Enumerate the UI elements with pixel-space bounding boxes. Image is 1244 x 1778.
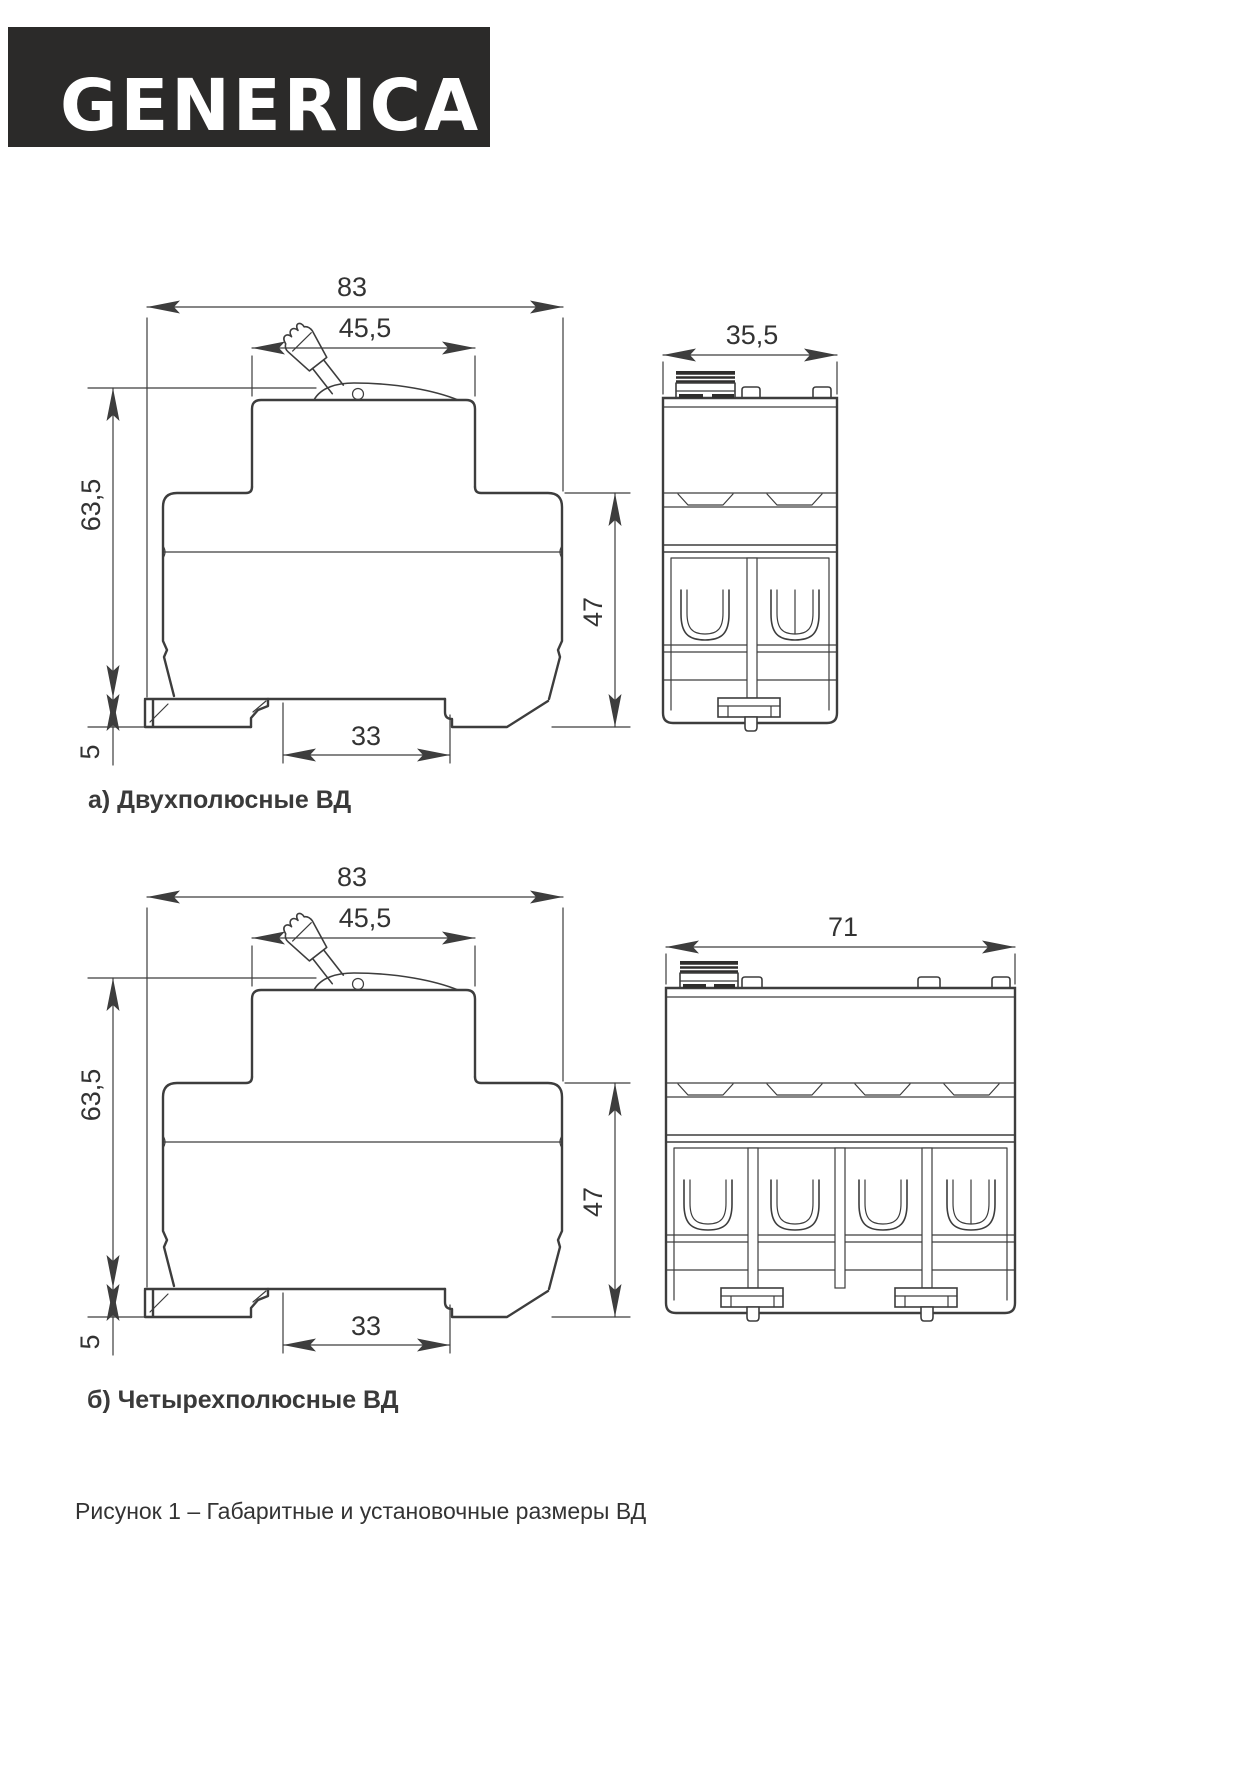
dim-label-45-5: 45,5: [338, 313, 392, 343]
figure-a-caption: а) Двухполюсные ВД: [88, 786, 352, 814]
dim-label-35-5: 35,5: [725, 320, 779, 350]
figure-caption: Рисунок 1 – Габаритные и установочные размеры ВД: [75, 1498, 647, 1524]
brand-logo-text: GENERICA: [60, 63, 482, 148]
figure-b-front-view: [75, 862, 630, 1355]
figure-b-dim-rail-recess: [283, 1293, 450, 1353]
dim-label-33-b: 33: [350, 1311, 382, 1341]
figure-a-dim-rail-recess: [283, 703, 450, 763]
figure-a-pole-view: [663, 320, 837, 731]
dim-label-5-b: 5: [75, 1334, 105, 1350]
dim-label-83-b: 83: [336, 862, 368, 892]
figure-b-dim-front-height: [552, 1083, 630, 1317]
figure-b-caption: б) Четырехполюсные ВД: [87, 1386, 399, 1414]
dim-label-47: 47: [578, 596, 608, 628]
dim-label-45-5-b: 45,5: [338, 903, 392, 933]
figure-a-dim-front-height: [552, 493, 630, 727]
dim-label-47-b: 47: [578, 1186, 608, 1218]
figure-a-front-view: [75, 272, 630, 765]
dim-label-83: 83: [336, 272, 368, 302]
figure-b-dim-heights: [75, 978, 316, 1355]
dim-label-63-5: 63,5: [76, 478, 106, 532]
dim-label-71: 71: [827, 912, 859, 942]
dim-label-5: 5: [75, 744, 105, 760]
figure-a-dim-heights: [75, 388, 316, 765]
figure-b-pole-view: [666, 912, 1015, 1321]
dim-label-33: 33: [350, 721, 382, 751]
dim-label-63-5-b: 63,5: [76, 1068, 106, 1122]
